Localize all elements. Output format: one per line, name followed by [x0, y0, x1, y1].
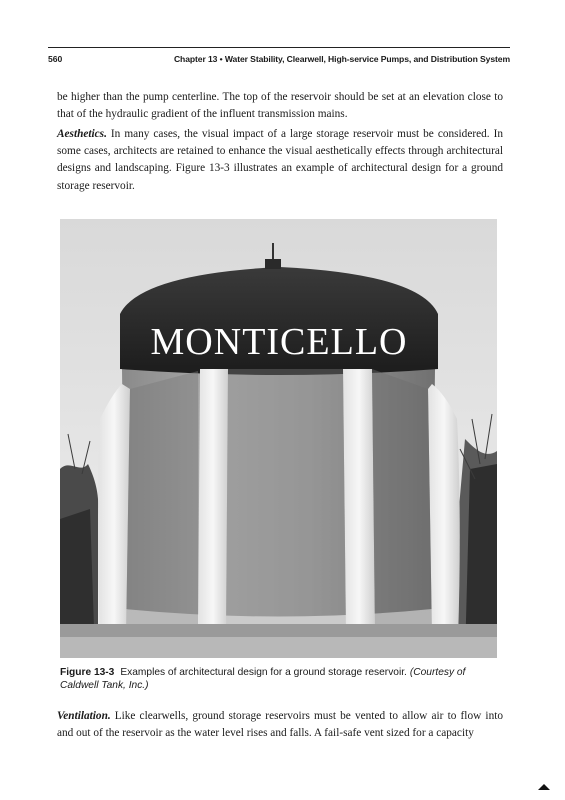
paragraph-ventilation [57, 708, 503, 742]
caption-credit: (Courtesy of Caldwell Tank, Inc.) [60, 667, 466, 691]
paragraph-text: In many cases, the visual impact of a large storage reservoir must be considered. In some cases, architects are retained to enhance the visual aesthetically effects through architectural designs and landscaping. Figure 13-3 illustrates an example of architectural design for a ground storage reservoir. [57, 128, 503, 192]
figure-caption [60, 666, 505, 692]
paragraph-lead-aesthetics: Aesthetics. [57, 128, 107, 140]
page-corner-mark-icon [538, 782, 550, 790]
paragraph-text: be higher than the pump centerline. The top of the reservoir should be set at an elevation close to that of the hydraulic gradient of the influent transmission mains. [57, 91, 503, 121]
page-number: 560 [48, 54, 63, 64]
paragraph-lead-ventilation: Ventilation. [57, 710, 111, 722]
paragraph-text: Like clearwells, ground storage reservoirs must be vented to allow air to flow into and out of the reservoir as the water level rises and falls. A fail-safe vent sized for a capacity [57, 710, 503, 740]
header-rule [48, 47, 510, 48]
caption-text: Examples of architectural design for a ground storage reservoir. [120, 667, 407, 678]
figure-number: Figure 13-3 [60, 667, 115, 678]
chapter-title: Chapter 13 • Water Stability, Clearwell, High-service Pumps, and Distribution System [173, 54, 510, 64]
paragraph-aesthetics [57, 126, 503, 195]
paragraph-continuation [57, 89, 503, 123]
storage-tank-photo [60, 219, 497, 658]
figure-photo [60, 219, 497, 658]
running-header [48, 52, 510, 66]
tank-lettering: MONTICELLO [150, 321, 408, 363]
